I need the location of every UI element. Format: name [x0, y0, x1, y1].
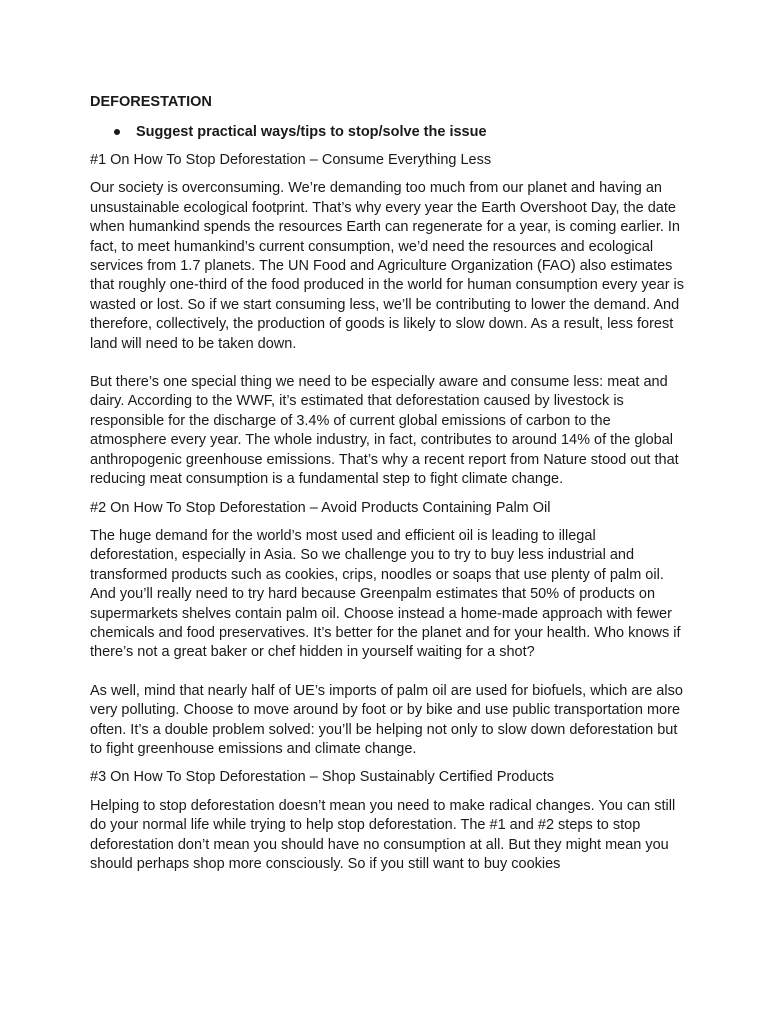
bullet-dot-icon [114, 129, 120, 135]
bullet-list [90, 122, 686, 142]
section-1-paragraph-1: Our society is overconsuming. We’re demanding too much from our planet and having an unsustainable ecological footprint. That’s why every year the Earth Overshoot Day, the date when humankind spends the resources Earth can regenerate for a year, is coming earlier. In fact, to meet humankind’s current consumption, we’d need the resources and ecological services from 1.7 planets. The UN Food and Agriculture Organization (FAO) also estimates that roughly one-third of the food produced in the world for human consumption every year is wasted or lost. So if we start consuming less, we’ll be contributing to lower the demand. And therefore, collectively, the production of goods is likely to slow down. As a result, less forest land will need to be taken down. [90, 180, 685, 352]
document-title: DEFORESTATION [90, 94, 212, 110]
section-2-paragraph-1: The huge demand for the world’s most used and efficient oil is leading to illegal deforestation, especially in Asia. So we challenge you to try to buy less industrial and transformed products such as cookies, crips, noodles or soaps that use plenty of palm oil. And you’ll really need to try hard because Greenpalm estimates that 50% of products on supermarkets shelves contain palm oil. Choose instead a home-made approach with fewer chemicals and food preservatives. It’s better for the planet and for your health. Who knows if there’s not a great baker or chef hidden in yourself waiting for a shot? [90, 527, 681, 661]
section-3-heading: #3 On How To Stop Deforestation – Shop Sustainably Certified Products [90, 769, 554, 786]
section-2-heading: #2 On How To Stop Deforestation – Avoid Products Containing Palm Oil [90, 499, 551, 516]
section-3-paragraph-1: Helping to stop deforestation doesn’t mean you need to make radical changes. You can still do your normal life while trying to help stop deforestation. The #1 and #2 steps to stop deforestation don’t mean you should have no consumption at all. But they might mean you should perhaps shop more consciously. So if you still want to buy cookies [90, 797, 676, 872]
section-1-heading: #1 On How To Stop Deforestation – Consume Everything Less [90, 152, 492, 168]
bullet-item [90, 122, 686, 142]
document-page [90, 92, 686, 874]
section-2-paragraph-2: As well, mind that nearly half of UE’s imports of palm oil are used for biofuels, which are also very polluting. Choose to move around by foot or by bike and use public transportation more often. It’s a double problem solved: you’ll be helping not only to slow down deforestation but to fight greenhouse emissions and climate change. [90, 682, 683, 757]
section-1-paragraph-2: But there’s one special thing we need to be especially aware and consume less: meat and dairy. According to the WWF, it’s estimated that deforestation caused by livestock is responsible for the discharge of 3.4% of current global emissions of carbon to the atmosphere every year. The whole industry, in fact, contributes to around 14% of the global anthropogenic greenhouse emissions. That’s why a recent report from Nature stood out that reducing meat consumption is a fundamental step to fight climate change. [90, 374, 679, 488]
bullet-text: Suggest practical ways/tips to stop/solve the issue [136, 124, 487, 140]
